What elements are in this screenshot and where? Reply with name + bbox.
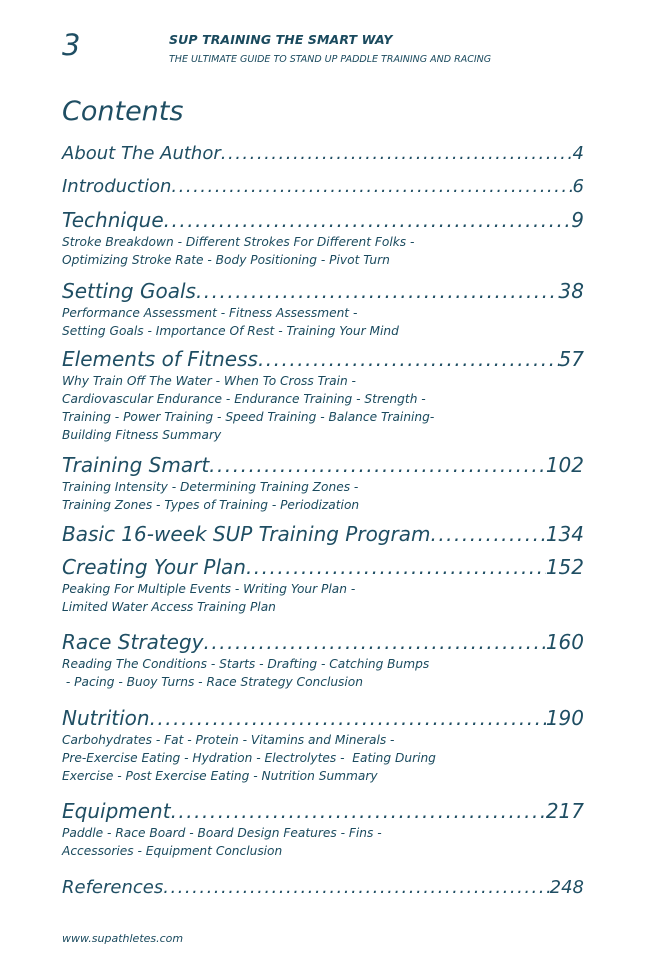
toc-entry-title: Setting Goals <box>62 279 196 303</box>
toc-entry-line <box>62 522 584 546</box>
toc-entry-line <box>62 877 584 898</box>
toc-entry-race-strategy <box>62 630 584 691</box>
toc-entry-nutrition <box>62 706 584 785</box>
toc-entry-description: Stroke Breakdown - Different Strokes For Different Folks - Optimizing Stroke Rate - Body Positioning - Pivot Turn <box>62 235 415 267</box>
toc-entry-training-smart <box>62 453 584 514</box>
toc-entry-creating-your-plan <box>62 555 584 616</box>
toc-dot-leader <box>164 208 572 232</box>
toc-entry-title: References <box>62 877 164 898</box>
toc-entry-equipment <box>62 799 584 860</box>
toc-entry-title: Introduction <box>62 176 172 197</box>
toc-entry-line <box>62 347 584 371</box>
toc-entry-page: 57 <box>558 347 584 371</box>
toc-entry-title: Equipment <box>62 799 171 823</box>
toc-entry-page: 38 <box>558 279 584 303</box>
toc-entry-setting-goals <box>62 279 584 340</box>
toc-dot-leader <box>163 877 549 898</box>
toc-entry-references <box>62 877 584 898</box>
toc-entry-description: Training Intensity - Determining Training Zones - Training Zones - Types of Training - Periodization <box>62 480 360 512</box>
toc-entry-description: Reading The Conditions - Starts - Drafting - Catching Bumps - Pacing - Buoy Turns - Race Strategy Conclusion <box>62 657 430 689</box>
toc-entry-page: 4 <box>572 143 584 164</box>
toc-dot-leader <box>204 630 546 654</box>
toc-entry-description: Carbohydrates - Fat - Protein - Vitamins and Minerals - Pre-Exercise Eating - Hydration - Electrolytes - Eating During Exercise - Post Exercise Eating - Nutrition Summary <box>62 733 436 783</box>
toc-entry-description: Performance Assessment - Fitness Assessment - Setting Goals - Importance Of Rest - Training Your Mind <box>62 306 399 338</box>
toc-entry-title: Elements of Fitness <box>62 347 258 371</box>
toc-dot-leader <box>209 453 546 477</box>
book-subtitle: THE ULTIMATE GUIDE TO STAND UP PADDLE TRAINING AND RACING <box>169 54 492 65</box>
toc-dot-leader <box>258 347 559 371</box>
toc-entry-description: Why Train Off The Water - When To Cross Train - Cardiovascular Endurance - Endurance Training - Strength - Training - Power Training - Speed Training - Balance Training- Building Fitness Summary <box>62 374 435 442</box>
toc-entry-page: 248 <box>549 877 584 898</box>
toc-entry-line <box>62 706 584 730</box>
toc-entry-description: Peaking For Multiple Events - Writing Your Plan - Limited Water Access Training Plan <box>62 582 356 614</box>
toc-entry-line <box>62 279 584 303</box>
toc-entry-title: About The Author <box>62 143 221 164</box>
toc-entry-technique <box>62 208 584 269</box>
toc-entry-title: Technique <box>62 208 164 232</box>
toc-entry-line <box>62 176 584 197</box>
toc-dot-leader <box>171 176 572 197</box>
toc-dot-leader <box>430 522 545 546</box>
toc-entry-page: 134 <box>545 522 584 546</box>
toc-entry-line <box>62 799 584 823</box>
toc-entry-line <box>62 208 584 232</box>
toc-entry-title: Basic 16-week SUP Training Program <box>62 522 431 546</box>
footer-url: www.supathletes.com <box>62 932 184 945</box>
toc-entry-title: Race Strategy <box>62 630 204 654</box>
toc-entry-page: 102 <box>545 453 584 477</box>
toc-entry-about-author <box>62 143 584 164</box>
toc-entry-line <box>62 453 584 477</box>
toc-entry-page: 6 <box>572 176 584 197</box>
toc-dot-leader <box>196 279 559 303</box>
toc-entry-title: Creating Your Plan <box>62 555 246 579</box>
toc-entry-title: Training Smart <box>62 453 210 477</box>
toc-entry-description: Paddle - Race Board - Board Design Features - Fins - Accessories - Equipment Conclusion <box>62 826 382 858</box>
toc-entry-page: 190 <box>545 706 584 730</box>
toc-entry-page: 9 <box>571 208 584 232</box>
toc-entry-line <box>62 143 584 164</box>
book-title: SUP TRAINING THE SMART WAY <box>169 32 393 47</box>
toc-entry-title: Nutrition <box>62 706 150 730</box>
toc-entry-line <box>62 555 584 579</box>
page-number: 3 <box>62 28 81 62</box>
toc-dot-leader <box>171 799 546 823</box>
toc-entry-elements-of-fitness <box>62 347 584 444</box>
toc-entry-line <box>62 630 584 654</box>
toc-dot-leader <box>221 143 573 164</box>
toc-entry-page: 160 <box>545 630 584 654</box>
toc-dot-leader <box>150 706 546 730</box>
toc-entry-introduction <box>62 176 584 197</box>
toc-entry-page: 152 <box>545 555 584 579</box>
contents-heading: Contents <box>62 96 184 127</box>
toc-dot-leader <box>246 555 546 579</box>
toc-entry-training-program <box>62 522 584 546</box>
toc-entry-page: 217 <box>545 799 584 823</box>
